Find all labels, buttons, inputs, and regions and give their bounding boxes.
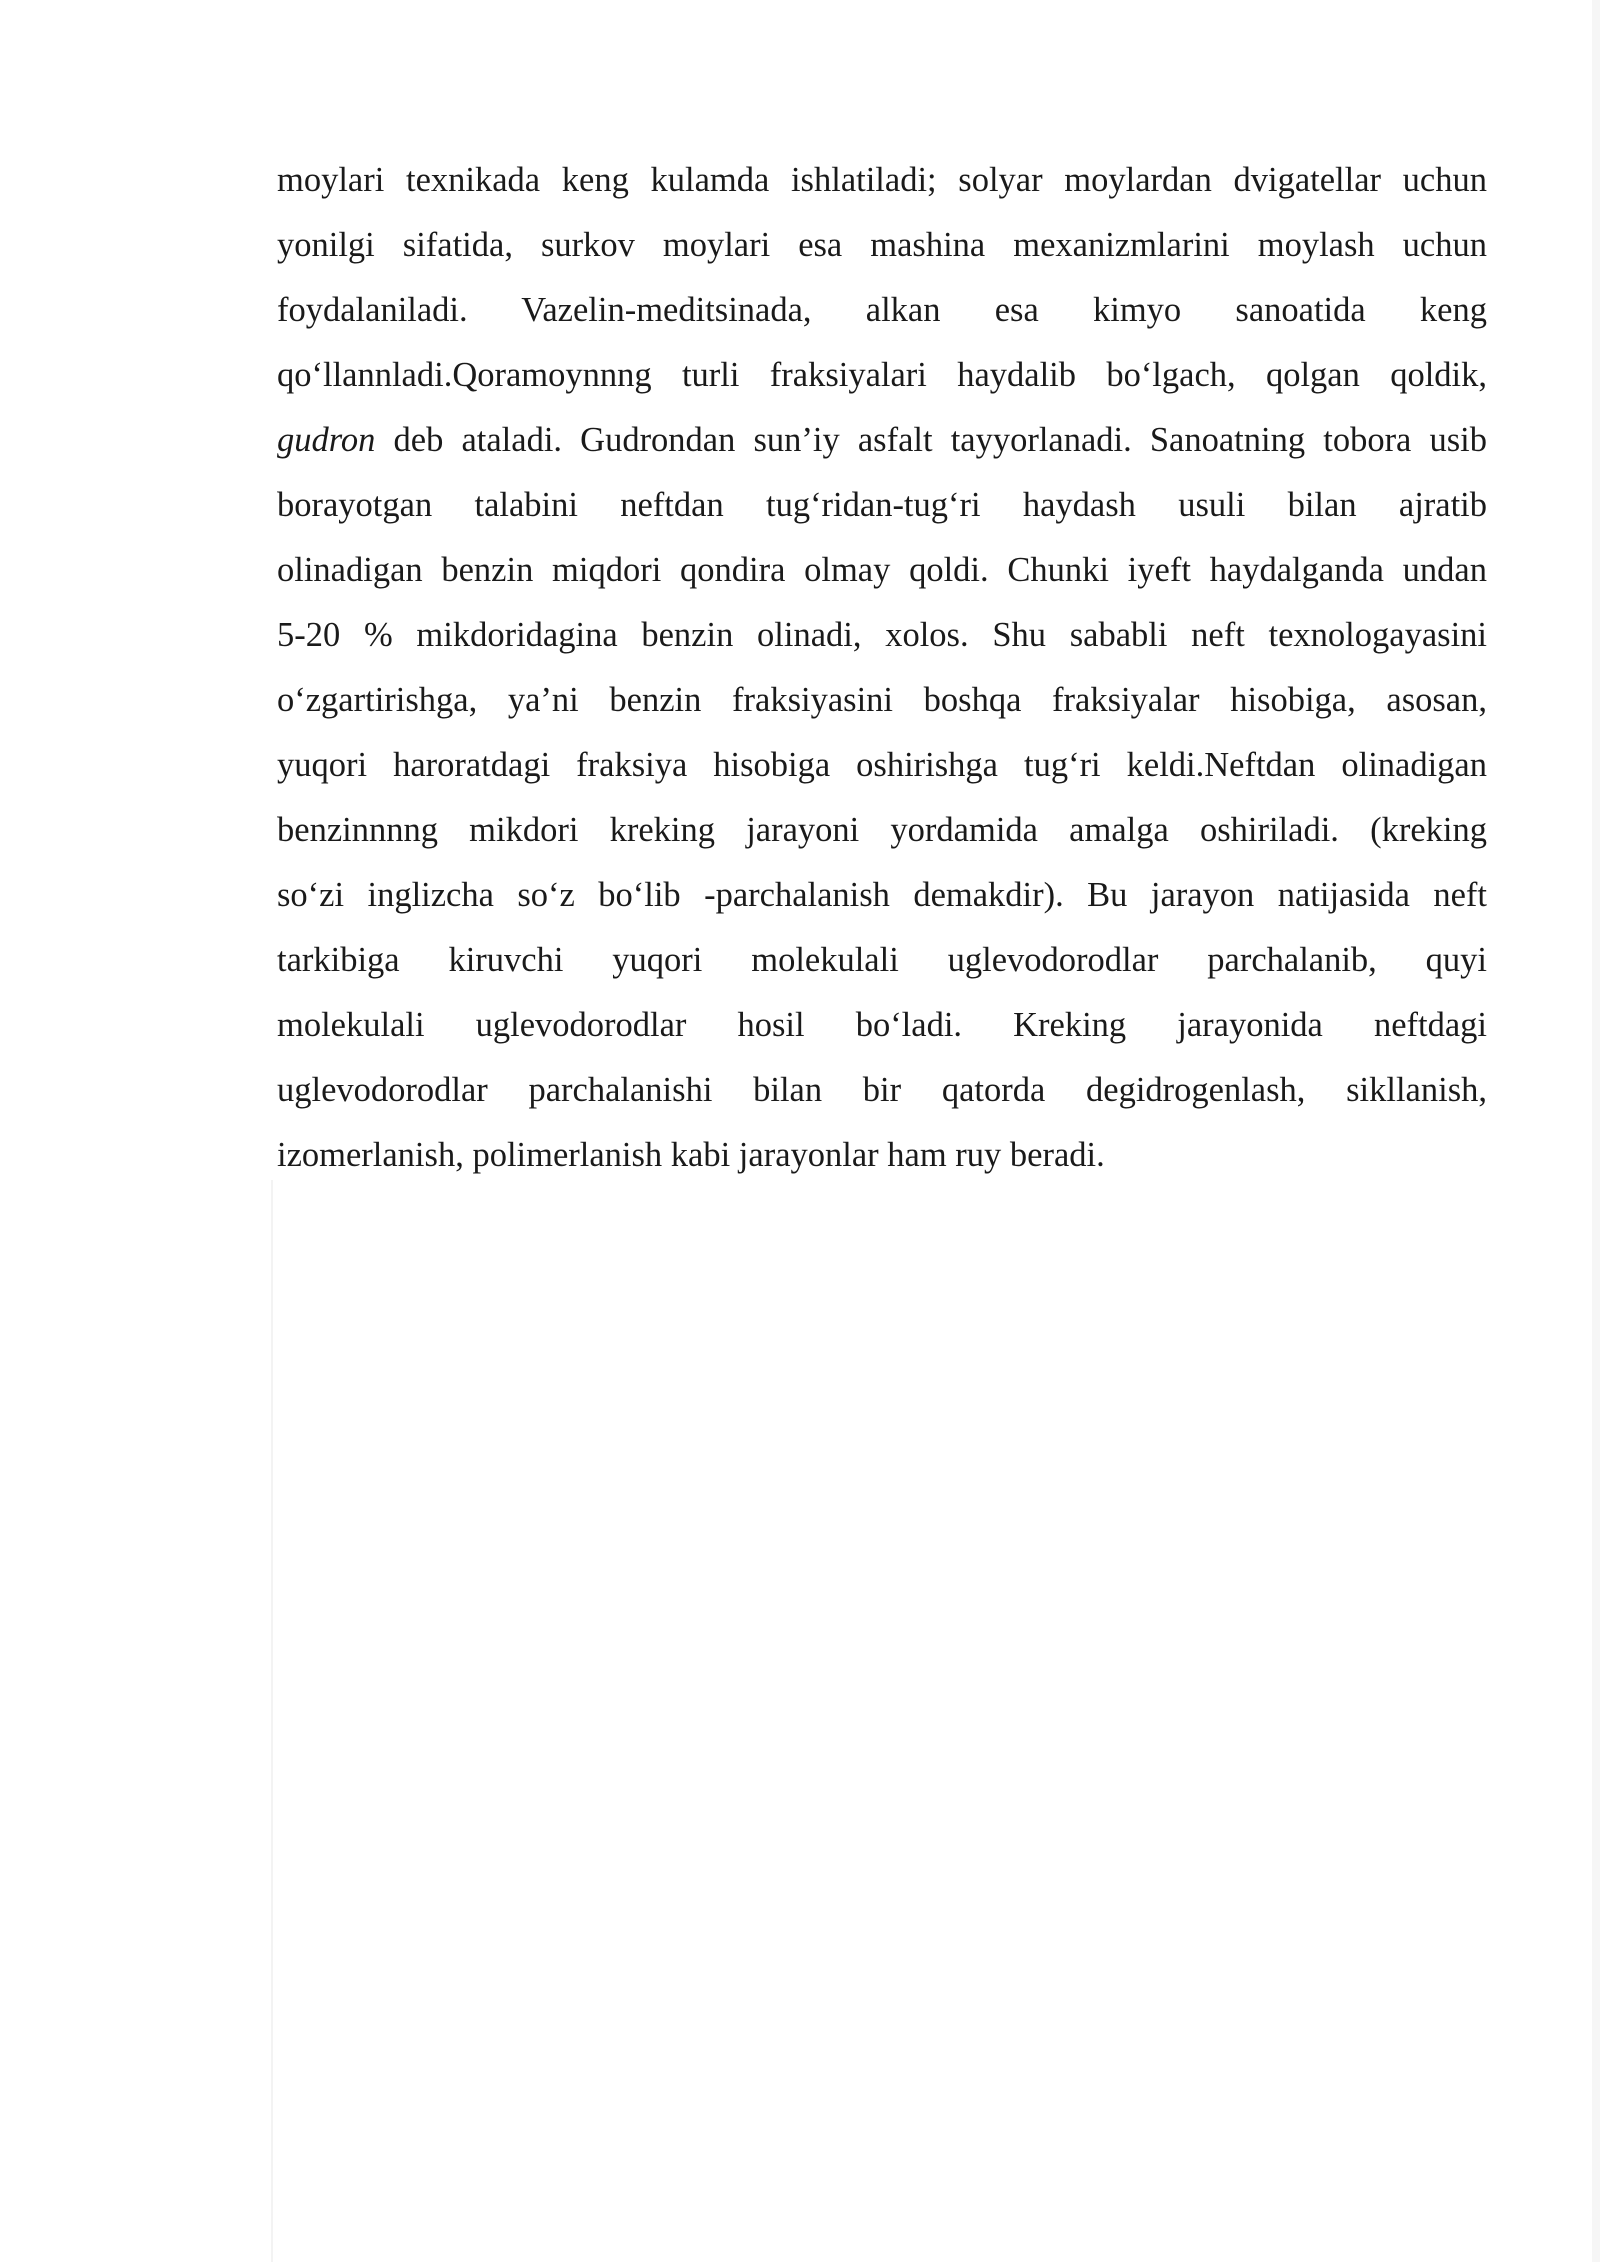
paragraph-line: tarkibiga kiruvchi yuqori molekulali uglevodorodlar parchalanib, quyi [277,941,1487,979]
paragraph-line: benzinnnng mikdori kreking jarayoni yordamida amalga oshiriladi. (kreking [277,811,1487,849]
paragraph-line: gudron deb ataladi. Gudrondan sun’iy asfalt tayyorlanadi. Sanoatning tobora usib [277,421,1487,459]
paragraph-line-last: izomerlanish, polimerlanish kabi jarayonlar ham ruy beradi. [277,1136,1105,1174]
body-paragraph [277,148,1487,1188]
paragraph-line: borayotgan talabini neftdan tug‘ridan-tug‘ri haydash usuli bilan ajratib [277,486,1487,524]
page-right-edge [1592,0,1600,2262]
paragraph-line: qo‘llannladi.Qoramoynnng turli fraksiyalari haydalib bo‘lgach, qolgan qoldik, [277,356,1487,394]
paragraph-line: moylari texnikada keng kulamda ishlatiladi; solyar moylardan dvigatellar uchun [277,161,1487,199]
paragraph-line: uglevodorodlar parchalanishi bilan bir qatorda degidrogenlash, sikllanish, [277,1071,1487,1109]
paragraph-line: yuqori haroratdagi fraksiya hisobiga oshirishga tug‘ri keldi.Neftdan olinadigan [277,746,1487,784]
paragraph-line: yonilgi sifatida, surkov moylari esa mashina mexanizmlarini moylash uchun [277,226,1487,264]
italic-term: gudron [277,421,376,459]
paragraph-line: foydalaniladi. Vazelin-meditsinada, alkan esa kimyo sanoatida keng [277,291,1487,329]
paragraph-line: o‘zgartirishga, ya’ni benzin fraksiyasini boshqa fraksiyalar hisobiga, asosan, [277,681,1487,719]
page-gutter-shadow [271,1180,273,2262]
paragraph-line: 5-20 % mikdoridagina benzin olinadi, xolos. Shu sababli neft texnologayasini [277,616,1487,654]
paragraph-line: olinadigan benzin miqdori qondira olmay qoldi. Chunki iyeft haydalganda undan [277,551,1487,589]
paragraph-line: molekulali uglevodorodlar hosil bo‘ladi. Kreking jarayonida neftdagi [277,1006,1487,1044]
paragraph-line: so‘zi inglizcha so‘z bo‘lib -parchalanish demakdir). Bu jarayon natijasida neft [277,876,1487,914]
